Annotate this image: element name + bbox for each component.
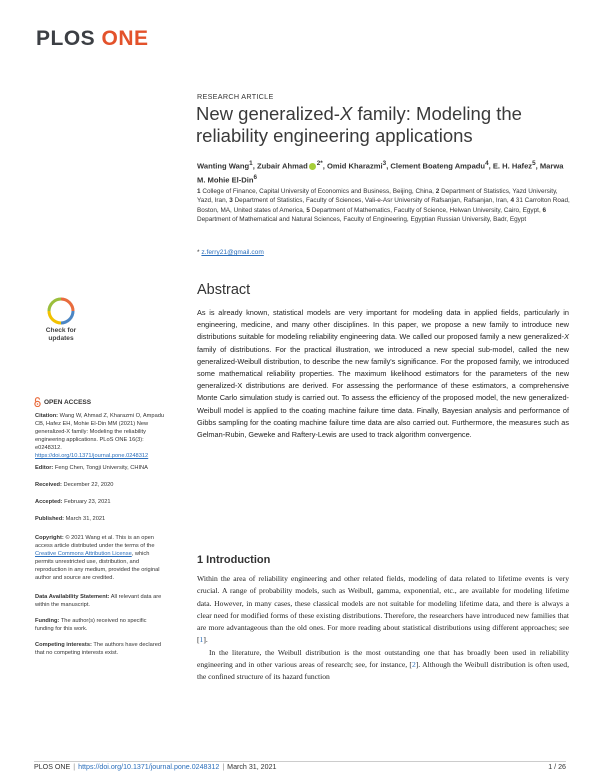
affiliation-text: Department of Mathematics, Faculty of Science, Helwan University, Cairo, Egypt, bbox=[311, 206, 541, 214]
intro-text: In the literature, the Weibull distribution is the most outstanding one that has broadly been used in reliability engineering and in other various areas of research; see, for instance, [ bbox=[197, 647, 569, 670]
author-affiliation-number: 2 bbox=[316, 160, 321, 167]
citation-block bbox=[35, 412, 165, 461]
reference-link[interactable]: 1 bbox=[199, 635, 204, 645]
competing-interests-text: The authors have declared that no competing interests exist. bbox=[35, 642, 162, 657]
footer-journal: PLOS ONE bbox=[34, 763, 71, 771]
affiliations bbox=[197, 187, 572, 224]
abstract-text: family of distributions. For the practical illustration, we introduced a new special sub-model, called the new generalized-Weibull distribution, to describe the new family's significance. For the proposed family, we introduced some mathematical reliability properties. The maximum likelihood estimators for the parameters of the new generalized-X distributions are derived. For assessing the performance of these estimators, a comprehensive Monte Carlo simulation study is carried out. To assess the efficiency of the proposed model, the new generalized-Weibull model is applied to the coating machine failure time data. Finally, Bayesian analysis and performance of Gibbs sampling for the coating machine failure time data are also carried out. Furthermore, the measures such as Gelman-Rubin, Geweke and Raftery-Lewis are used to track algorithm convergence. bbox=[197, 344, 569, 440]
check-for-updates-icon[interactable] bbox=[35, 297, 87, 352]
article-title bbox=[196, 103, 566, 147]
journal-logo bbox=[36, 27, 149, 51]
copyright-text: © 2021 Wang et al. This is an open access article distributed under the terms of the bbox=[35, 535, 155, 550]
author-affiliation-number: 1 bbox=[249, 160, 253, 167]
introduction-body bbox=[197, 573, 569, 684]
funding-label: Funding: bbox=[35, 618, 60, 624]
editor-text: Feng Chen, Tongji University, CHINA bbox=[54, 465, 148, 471]
footer-separator: | bbox=[222, 763, 225, 771]
intro-paragraph bbox=[197, 573, 569, 647]
email-link[interactable]: z.ferry21@gmail.com bbox=[201, 249, 264, 256]
data-availability-label: Data Availability Statement: bbox=[35, 594, 110, 600]
copyright-block bbox=[35, 534, 165, 583]
affiliation-number: 6 bbox=[542, 206, 547, 214]
author-list: Wanting Wang$^1$, Zubair Ahmad $^{2*}$, Omid Kharazmi$^3$, Clement Boateng Ampadu$^4$, E. H. Hafez$^5$, Marwa M. Mohie El-Din$^6$ bbox=[197, 160, 564, 185]
affiliation-number: 2 bbox=[435, 188, 440, 195]
published-label: Published: bbox=[35, 516, 65, 522]
accepted-label: Accepted: bbox=[35, 499, 63, 505]
affiliation-number: 5 bbox=[306, 206, 310, 214]
introduction-heading: 1 Introduction bbox=[197, 554, 271, 566]
accepted-block bbox=[35, 498, 165, 506]
citation-doi-link[interactable]: https://doi.org/10.1371/journal.pone.0248312 bbox=[35, 453, 149, 460]
intro-paragraph bbox=[197, 647, 569, 684]
citation-label: Citation: bbox=[35, 413, 59, 419]
author-name[interactable]: Wanting Wang bbox=[197, 161, 250, 171]
affiliation-number: 3 bbox=[229, 197, 233, 205]
abstract-text: As is already known, statistical models are very important for modeling data in applied fields, particularly in engineering, medicine, and many other disciplines. In this paper, we propose a new family to introduce new distributions suitable for modeling reliability engineering data. We called our proposed family a new generalized- bbox=[197, 308, 569, 342]
editor-block bbox=[35, 464, 165, 472]
footer-doi-link[interactable]: https://doi.org/10.1371/journal.pone.0248312 bbox=[78, 763, 220, 771]
competing-interests-label: Competing interests: bbox=[35, 642, 92, 648]
affiliation-number: 1 bbox=[197, 188, 201, 195]
license-link[interactable]: Creative Commons Attribution License bbox=[35, 551, 132, 558]
author-name[interactable]: Clement Boateng Ampadu bbox=[390, 161, 486, 171]
affiliation-text: Department of Statistics, Yazd University, Yazd, Iran, bbox=[197, 188, 558, 205]
open-access-label: OPEN ACCESS bbox=[44, 398, 92, 406]
author-affiliation-number: 4 bbox=[485, 160, 489, 167]
check-label-line: updates bbox=[48, 335, 74, 342]
page-number: 1 / 26 bbox=[548, 763, 566, 771]
abstract-heading: Abstract bbox=[197, 282, 251, 298]
page-footer bbox=[34, 763, 566, 771]
author-affiliation-number: 6 bbox=[253, 173, 258, 181]
copyright-text: , which permits unrestricted use, distribution, and reproduction in any medium, provided the original author and source are credited. bbox=[35, 551, 160, 582]
data-availability-text: All relevant data are within the manuscript. bbox=[35, 594, 162, 609]
open-access-badge bbox=[34, 397, 91, 407]
open-access-lock-icon bbox=[34, 397, 41, 407]
published-block bbox=[35, 515, 165, 523]
funding-text: The author(s) received no specific funding for this work. bbox=[35, 618, 147, 633]
email-mark: * bbox=[197, 249, 200, 256]
abstract-italic: X bbox=[564, 332, 569, 342]
competing-interests-block bbox=[35, 641, 165, 657]
article-type-label: RESEARCH ARTICLE bbox=[197, 92, 274, 101]
title-italic: X bbox=[339, 103, 353, 124]
affiliation-text: 31 Carrolton Road, Boston, MA, United states of America, bbox=[197, 197, 570, 214]
citation-text: Wang W, Ahmad Z, Kharazmi O, Ampadu CB, Hafez EH, Mohie El-Din MM (2021) New generalized-X family: Modeling the reliability engineering applications. PLoS ONE 16(3): e0248312. bbox=[35, 413, 165, 452]
affiliation-text: Department of Statistics, Faculty of Sciences, Vali-e-Asr University of Rafsanjan, Rafsanjan, Iran, bbox=[234, 197, 509, 205]
footer-separator: | bbox=[73, 763, 76, 771]
received-block bbox=[35, 481, 165, 489]
intro-text: Within the area of reliability engineering and other related fields, modeling of data related to lifetime events is very crucial. A range of probability models, such as Weibull, gamma, exponential, etc., are available for modeling lifetime data. However, in many cases, these classical models are not suitable for modeling lifetime data, and there is always a clear need for modified forms of these existing distributions. Therefore, the researchers have introduced new families that are more advantageous than the old ones. For more reading about statistical distributions using different approaches; see [ bbox=[197, 574, 569, 645]
orcid-icon[interactable] bbox=[309, 163, 316, 170]
footer-date: March 31, 2021 bbox=[227, 763, 277, 771]
title-part: New generalized- bbox=[196, 103, 340, 124]
received-label: Received: bbox=[35, 482, 62, 488]
check-for-updates-label[interactable] bbox=[36, 327, 86, 343]
affiliation-text: College of Finance, Capital University of Economics and Business, Beijing, China, bbox=[202, 188, 434, 195]
affiliation-text: Department of Mathematical and Natural Sciences, Faculty of Engineering, Egyptian Russian University, Badr, Egypt bbox=[197, 215, 527, 223]
intro-text: ]. Although the Weibull distribution is often used, the confined structure of its hazard function bbox=[197, 660, 569, 682]
received-date: December 22, 2020 bbox=[63, 482, 114, 488]
author-name[interactable]: Zubair Ahmad bbox=[256, 161, 308, 171]
journal-logo-one: ONE bbox=[101, 27, 149, 50]
title-part: family: Modeling the reliability engineering applications bbox=[196, 103, 522, 146]
reference-link[interactable]: 2 bbox=[411, 660, 416, 670]
published-date: March 31, 2021 bbox=[65, 516, 106, 522]
copyright-label: Copyright: bbox=[35, 535, 64, 541]
data-availability-block bbox=[35, 593, 165, 609]
abstract-body bbox=[197, 307, 569, 441]
author-name[interactable]: Marwa M. Mohie El-Din bbox=[197, 161, 564, 185]
author-name[interactable]: Omid Kharazmi bbox=[326, 161, 383, 171]
corresponding-email bbox=[197, 249, 264, 256]
corresponding-author-mark: * bbox=[320, 160, 323, 167]
check-label-line: Check for bbox=[45, 327, 77, 334]
author-name[interactable]: E. H. Hafez bbox=[492, 161, 533, 171]
accepted-date: February 23, 2021 bbox=[64, 499, 111, 505]
journal-logo-plos: PLOS bbox=[36, 27, 96, 50]
affiliation-number: 4 bbox=[510, 197, 514, 205]
intro-text: ]. bbox=[203, 635, 208, 645]
funding-block bbox=[35, 617, 165, 633]
author-affiliation-number: 5 bbox=[532, 160, 536, 167]
footer-divider bbox=[34, 761, 566, 762]
editor-label: Editor: bbox=[35, 465, 54, 471]
author-affiliation-number: 3 bbox=[382, 160, 387, 167]
